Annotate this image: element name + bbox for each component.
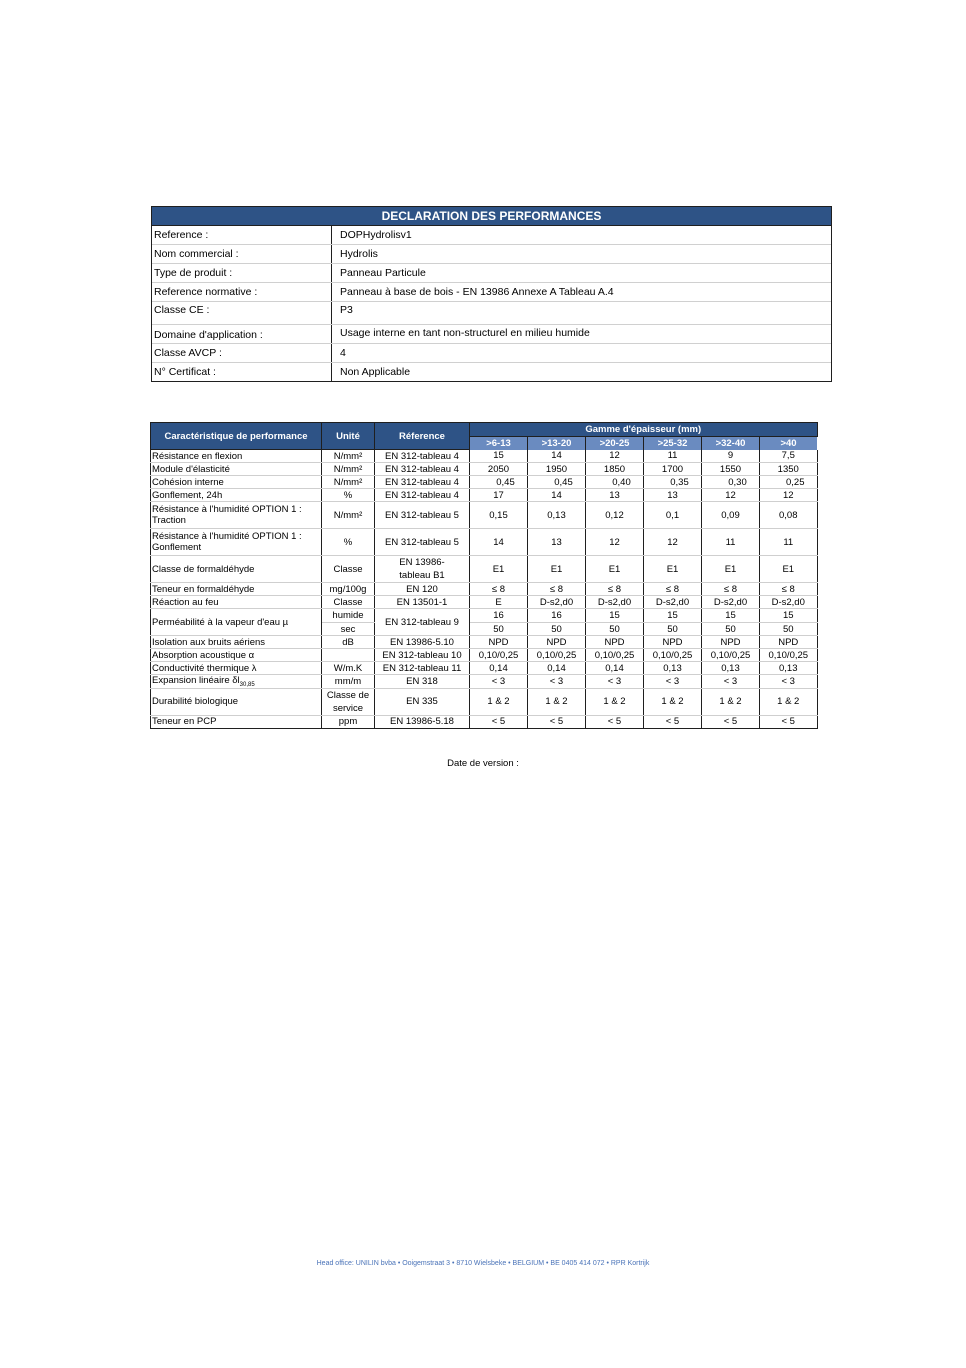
value-cell: < 3 — [702, 675, 760, 689]
performance-row — [151, 583, 818, 596]
declaration-row — [152, 264, 831, 283]
unit-cell: mm/m — [322, 675, 375, 689]
characteristic-name: Perméabilité à la vapeur d'eau µ — [151, 609, 322, 636]
value-cell: E1 — [586, 556, 644, 583]
value-cell: < 3 — [760, 675, 818, 689]
characteristic-name: Résistance à l'humidité OPTION 1 : Traction — [151, 502, 322, 529]
date-label: Date de version : — [447, 758, 519, 769]
declaration-label: Nom commercial : — [152, 245, 332, 263]
value-cell: NPD — [470, 636, 528, 649]
reference-cell: EN 13986-5.10 — [375, 636, 470, 649]
declaration-title: DECLARATION DES PERFORMANCES — [152, 207, 831, 226]
declaration-value: 4 — [340, 347, 346, 359]
characteristic-name: Conductivité thermique λ — [151, 662, 322, 675]
value-cell: 0,14 — [470, 662, 528, 675]
unit-cell: N/mm² — [322, 463, 375, 476]
value-cell: D-s2,d0 — [702, 596, 760, 609]
value-cell: 1 & 2 — [528, 688, 586, 715]
characteristic-name: Résistance à l'humidité OPTION 1 : Gonflement — [151, 529, 322, 556]
value-cell: 15 — [470, 450, 528, 463]
unit-cell: Classe de service — [322, 688, 375, 715]
value-cell: 0,10/0,25 — [702, 649, 760, 662]
range-header: >25-32 — [644, 437, 702, 450]
declaration-value: P3 — [340, 304, 353, 316]
value-cell: 13 — [586, 489, 644, 502]
declaration-value: Hydrolis — [340, 248, 378, 260]
value-cell: 1 & 2 — [586, 688, 644, 715]
reference-cell: EN 312-tableau 4 — [375, 463, 470, 476]
value-cell: ≤ 8 — [760, 583, 818, 596]
reference-cell: EN 312-tableau 5 — [375, 529, 470, 556]
value-cell: 0,13 — [528, 502, 586, 529]
reference-cell: EN 312-tableau 11 — [375, 662, 470, 675]
value-cell: 0,40 — [586, 476, 644, 489]
declaration-value: Panneau Particule — [340, 267, 426, 279]
value-cell: 11 — [760, 529, 818, 556]
value-cell: ≤ 8 — [644, 583, 702, 596]
reference-cell: EN 13986-5.18 — [375, 715, 470, 728]
value-cell: NPD — [528, 636, 586, 649]
performance-row — [151, 636, 818, 649]
unit-cell: Classe — [322, 596, 375, 609]
value-cell: 50 — [470, 623, 528, 636]
unit-cell: N/mm² — [322, 502, 375, 529]
value-cell: 9 — [702, 450, 760, 463]
value-cell: 50 — [760, 623, 818, 636]
value-cell: 15 — [586, 609, 644, 623]
value-cell: 16 — [528, 609, 586, 623]
value-cell: 1350 — [760, 463, 818, 476]
value-cell: 0,10/0,25 — [760, 649, 818, 662]
range-header: >40 — [760, 437, 818, 450]
value-cell: < 5 — [644, 715, 702, 728]
header-unit: Unité — [322, 423, 375, 450]
reference-cell: EN 312-tableau 10 — [375, 649, 470, 662]
range-header: >13-20 — [528, 437, 586, 450]
characteristic-name: Classe de formaldéhyde — [151, 556, 322, 583]
declaration-row — [152, 226, 831, 245]
unit-cell: N/mm² — [322, 450, 375, 463]
value-cell: 13 — [644, 489, 702, 502]
declaration-row — [152, 363, 831, 381]
value-cell: E1 — [760, 556, 818, 583]
performance-row — [151, 502, 818, 529]
value-cell: 15 — [760, 609, 818, 623]
unit-cell: ppm — [322, 715, 375, 728]
value-cell: 50 — [644, 623, 702, 636]
value-cell: 12 — [644, 529, 702, 556]
value-cell: 50 — [702, 623, 760, 636]
value-cell: 0,10/0,25 — [644, 649, 702, 662]
declaration-row — [152, 283, 831, 302]
value-cell: 11 — [702, 529, 760, 556]
value-cell: < 3 — [470, 675, 528, 689]
reference-cell: EN 312-tableau 9 — [375, 609, 470, 636]
footer-text: Head office: UNILIN bvba • Ooigemstraat 3 • 8710 Wielsbeke • BELGIUM • BE 0405 414 072 • RPR Kortrijk — [316, 1260, 650, 1267]
performance-row — [151, 609, 818, 623]
value-cell: E1 — [528, 556, 586, 583]
declaration-value: Usage interne en tant non-structurel en milieu humide — [340, 327, 590, 339]
unit-cell: dB — [322, 636, 375, 649]
value-cell: 0,10/0,25 — [470, 649, 528, 662]
performance-row — [151, 529, 818, 556]
reference-cell: EN 312-tableau 4 — [375, 489, 470, 502]
declaration-table — [151, 206, 832, 382]
value-cell: 50 — [586, 623, 644, 636]
header-characteristic: Caractéristique de performance — [151, 423, 322, 450]
value-cell: 15 — [644, 609, 702, 623]
declaration-label: Reference normative : — [152, 283, 332, 301]
value-cell: 1950 — [528, 463, 586, 476]
header-reference: Réference — [375, 423, 470, 450]
unit-cell: mg/100g — [322, 583, 375, 596]
value-cell: 0,08 — [760, 502, 818, 529]
value-cell: 1850 — [586, 463, 644, 476]
value-cell: < 3 — [528, 675, 586, 689]
value-cell: 0,15 — [470, 502, 528, 529]
characteristic-name: Résistance en flexion — [151, 450, 322, 463]
value-cell: 14 — [470, 529, 528, 556]
value-cell: D-s2,d0 — [760, 596, 818, 609]
value-cell: 1 & 2 — [760, 688, 818, 715]
characteristic-name: Cohésion interne — [151, 476, 322, 489]
value-cell: 0,45 — [470, 476, 528, 489]
value-cell: < 5 — [470, 715, 528, 728]
value-cell: 0,12 — [586, 502, 644, 529]
value-cell: 1 & 2 — [702, 688, 760, 715]
value-cell: 0,30 — [702, 476, 760, 489]
performance-table — [150, 422, 818, 729]
value-cell: E — [470, 596, 528, 609]
characteristic-name: Module d'élasticité — [151, 463, 322, 476]
value-cell: < 3 — [644, 675, 702, 689]
value-cell: 1700 — [644, 463, 702, 476]
reference-cell: EN 312-tableau 4 — [375, 476, 470, 489]
declaration-row — [152, 325, 831, 344]
value-cell: 0,35 — [644, 476, 702, 489]
characteristic-name: Gonflement, 24h — [151, 489, 322, 502]
value-cell: 17 — [470, 489, 528, 502]
characteristic-name: Teneur en PCP — [151, 715, 322, 728]
declaration-label: Classe CE : — [152, 302, 332, 324]
value-cell: ≤ 8 — [586, 583, 644, 596]
reference-cell: EN 312-tableau 4 — [375, 450, 470, 463]
range-header: >32-40 — [702, 437, 760, 450]
unit-cell: % — [322, 529, 375, 556]
value-cell: 14 — [528, 489, 586, 502]
characteristic-name: Réaction au feu — [151, 596, 322, 609]
value-cell: 0,13 — [644, 662, 702, 675]
value-cell: 11 — [644, 450, 702, 463]
characteristic-name: Isolation aux bruits aériens — [151, 636, 322, 649]
reference-cell: EN 13986-tableau B1 — [375, 556, 470, 583]
value-cell: 0,14 — [528, 662, 586, 675]
performance-row — [151, 489, 818, 502]
declaration-label: Reference : — [152, 226, 332, 244]
reference-cell: EN 318 — [375, 675, 470, 689]
reference-cell: EN 120 — [375, 583, 470, 596]
value-cell: E1 — [644, 556, 702, 583]
value-cell: 0,45 — [528, 476, 586, 489]
performance-row — [151, 675, 818, 689]
value-cell: 15 — [702, 609, 760, 623]
characteristic-name: Absorption acoustique α — [151, 649, 322, 662]
value-cell: 12 — [586, 529, 644, 556]
declaration-row — [152, 302, 831, 325]
value-cell: < 5 — [702, 715, 760, 728]
value-cell: < 3 — [586, 675, 644, 689]
value-cell: NPD — [702, 636, 760, 649]
range-header: >20-25 — [586, 437, 644, 450]
value-cell: ≤ 8 — [528, 583, 586, 596]
performance-row — [151, 463, 818, 476]
value-cell: NPD — [586, 636, 644, 649]
value-cell: 12 — [760, 489, 818, 502]
declaration-value: Panneau à base de bois - EN 13986 Annexe A Tableau A.4 — [340, 286, 614, 298]
range-header: >6-13 — [470, 437, 528, 450]
unit-cell: humide — [322, 609, 375, 623]
value-cell: 12 — [702, 489, 760, 502]
value-cell: 16 — [470, 609, 528, 623]
value-cell: 0,13 — [702, 662, 760, 675]
value-cell: ≤ 8 — [702, 583, 760, 596]
unit-cell — [322, 649, 375, 662]
value-cell: 50 — [528, 623, 586, 636]
unit-cell: sec — [322, 623, 375, 636]
declaration-value: Non Applicable — [340, 366, 411, 378]
value-cell: ≤ 8 — [470, 583, 528, 596]
value-cell: 13 — [528, 529, 586, 556]
performance-row — [151, 476, 818, 489]
value-cell: D-s2,d0 — [644, 596, 702, 609]
value-cell: 1 & 2 — [644, 688, 702, 715]
value-cell: D-s2,d0 — [528, 596, 586, 609]
declaration-rows — [152, 226, 831, 381]
value-cell: D-s2,d0 — [586, 596, 644, 609]
value-cell: 2050 — [470, 463, 528, 476]
value-cell: E1 — [470, 556, 528, 583]
declaration-row — [152, 245, 831, 264]
value-cell: 0,10/0,25 — [528, 649, 586, 662]
unit-cell: N/mm² — [322, 476, 375, 489]
subscript: 30,85 — [239, 681, 255, 688]
performance-row — [151, 596, 818, 609]
unit-cell: Classe — [322, 556, 375, 583]
value-cell: 0,13 — [760, 662, 818, 675]
performance-row — [151, 715, 818, 728]
characteristic-name: Expansion linéaire $\delta l_{30,85}$ — [151, 675, 322, 689]
value-cell: 7,5 — [760, 450, 818, 463]
performance-row — [151, 649, 818, 662]
performance-row — [151, 688, 818, 715]
value-cell: 1550 — [702, 463, 760, 476]
performance-row — [151, 662, 818, 675]
characteristic-name: Teneur en formaldéhyde — [151, 583, 322, 596]
performance-body — [151, 450, 818, 729]
value-cell: < 5 — [586, 715, 644, 728]
value-cell: 0,14 — [586, 662, 644, 675]
value-cell: 12 — [586, 450, 644, 463]
unit-cell: % — [322, 489, 375, 502]
value-cell: 14 — [528, 450, 586, 463]
declaration-label: Type de produit : — [152, 264, 332, 282]
reference-cell: EN 312-tableau 5 — [375, 502, 470, 529]
declaration-row — [152, 344, 831, 363]
reference-cell: EN 13501-1 — [375, 596, 470, 609]
unit-cell: W/m.K — [322, 662, 375, 675]
value-cell: 0,1 — [644, 502, 702, 529]
value-cell: 0,10/0,25 — [586, 649, 644, 662]
declaration-value: DOPHydrolisv1 — [340, 229, 412, 241]
value-cell: 0,25 — [760, 476, 818, 489]
value-cell: 0,09 — [702, 502, 760, 529]
value-cell: < 5 — [760, 715, 818, 728]
value-cell: NPD — [760, 636, 818, 649]
value-cell: NPD — [644, 636, 702, 649]
value-cell: E1 — [702, 556, 760, 583]
performance-row — [151, 450, 818, 463]
declaration-label: Domaine d'application : — [152, 325, 332, 343]
value-cell: 1 & 2 — [470, 688, 528, 715]
declaration-label: N° Certificat : — [152, 363, 332, 381]
value-cell: < 5 — [528, 715, 586, 728]
performance-row — [151, 556, 818, 583]
characteristic-name: Durabilité biologique — [151, 688, 322, 715]
declaration-label: Classe AVCP : — [152, 344, 332, 362]
header-range-title: Gamme d'épaisseur (mm) — [470, 423, 818, 437]
reference-cell: EN 335 — [375, 688, 470, 715]
